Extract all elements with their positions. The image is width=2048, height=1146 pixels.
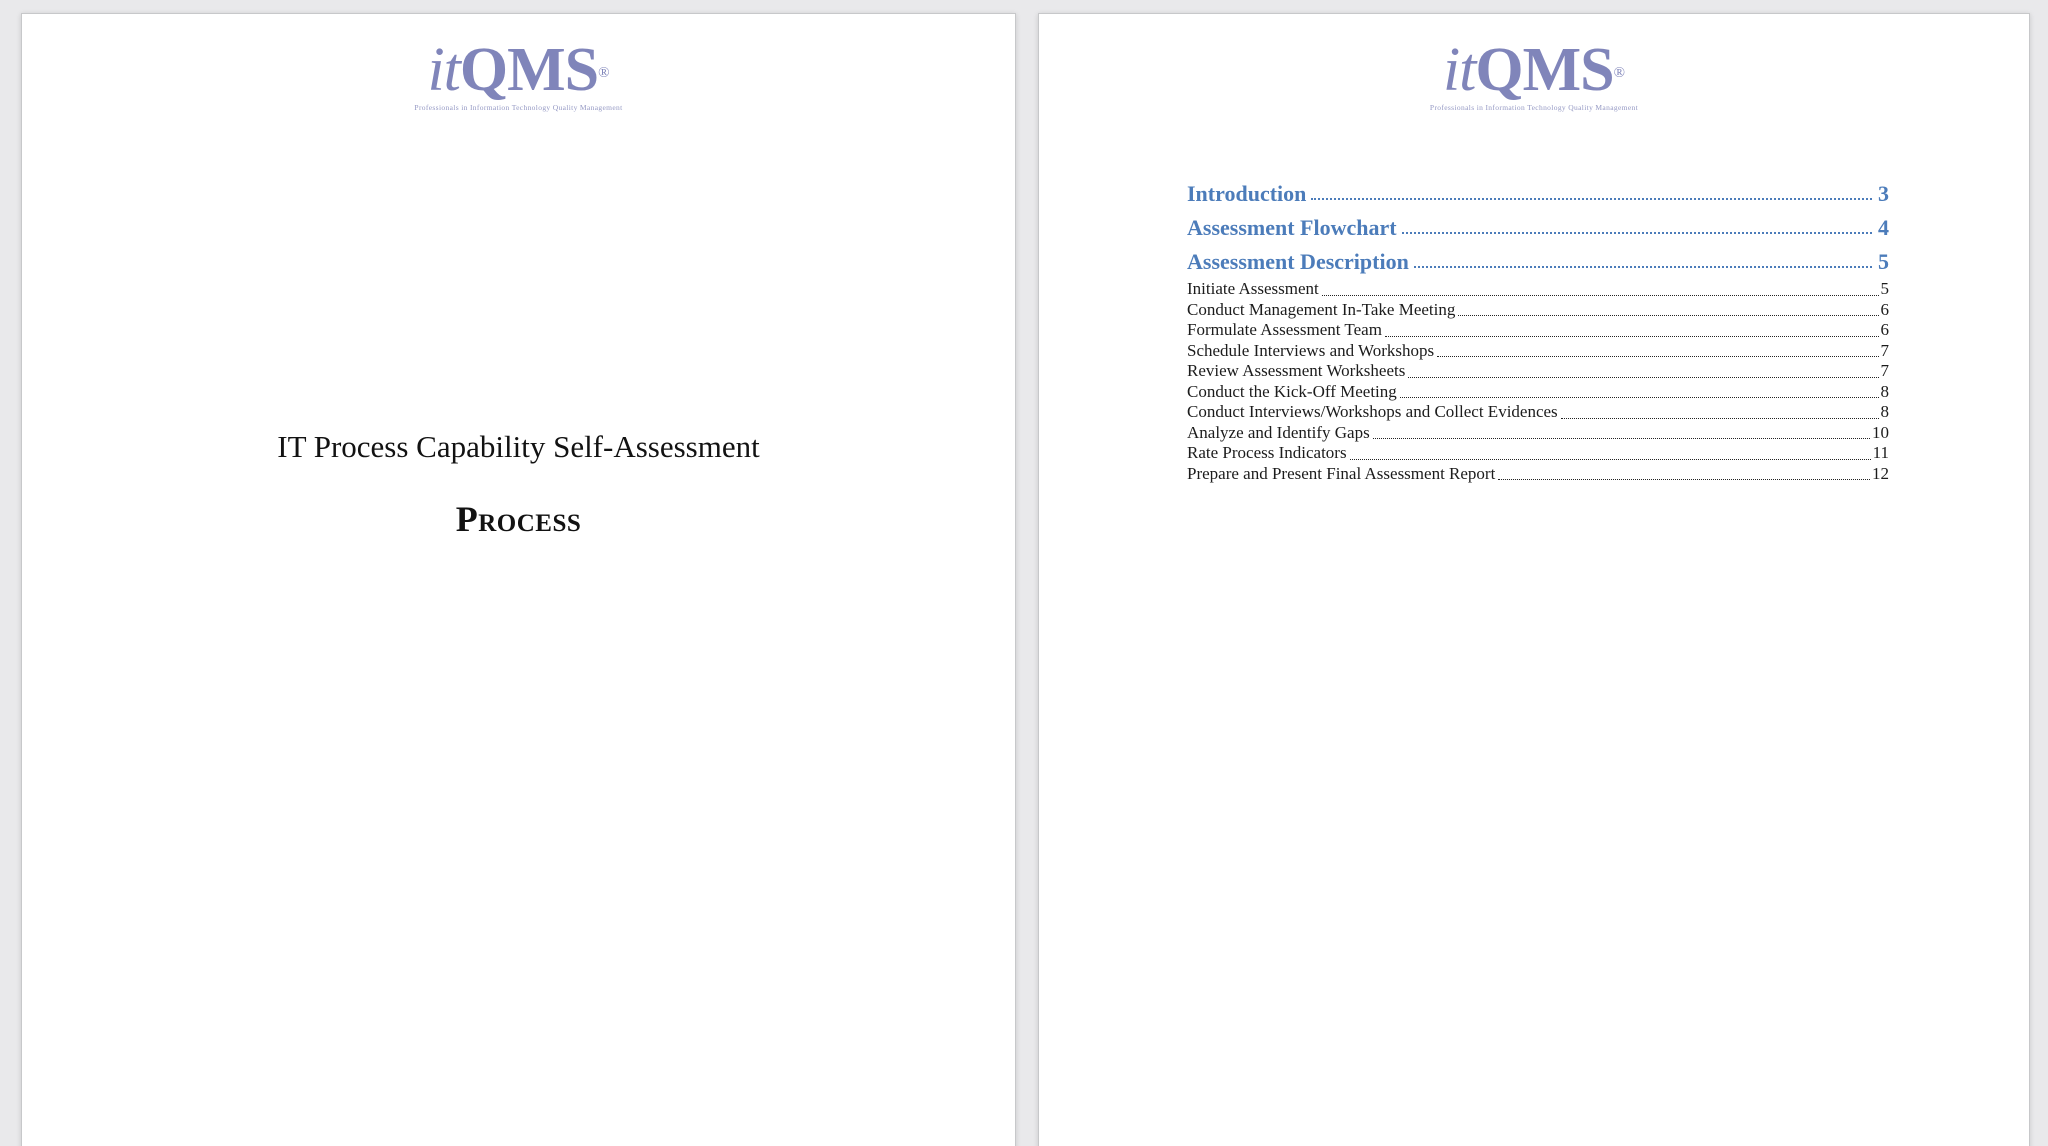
toc-entry[interactable] bbox=[1187, 300, 1889, 321]
document-subtitle: Process bbox=[455, 499, 582, 539]
toc-entry-label: Schedule Interviews and Workshops bbox=[1187, 340, 1435, 360]
toc-dot-leader bbox=[1437, 356, 1878, 357]
toc-entry[interactable] bbox=[1187, 251, 1889, 273]
toc-dot-leader bbox=[1561, 418, 1879, 419]
toc-entry-label: Assessment Description bbox=[1187, 249, 1409, 274]
itqms-logo bbox=[22, 36, 1015, 112]
toc-entry-page-number: 5 bbox=[1878, 249, 1889, 274]
toc-entry-label: Formulate Assessment Team bbox=[1187, 320, 1382, 339]
toc-entry[interactable] bbox=[1187, 464, 1889, 485]
toc-entry[interactable] bbox=[1187, 382, 1889, 403]
toc-entry[interactable] bbox=[1187, 183, 1889, 205]
toc-entry-label: Conduct Management In-Take Meeting bbox=[1187, 299, 1456, 319]
itqms-logo-text bbox=[22, 36, 1015, 104]
toc-entry[interactable] bbox=[1187, 217, 1889, 239]
toc-entry-page-number: 10 bbox=[1872, 422, 1889, 442]
logo-it-prefix: it bbox=[427, 36, 460, 104]
toc-entry-page-number: 3 bbox=[1878, 181, 1889, 206]
toc-entry-page-number: 5 bbox=[1880, 279, 1889, 298]
toc-dot-leader bbox=[1408, 377, 1878, 378]
toc-dot-leader bbox=[1385, 336, 1879, 337]
page-2-toc-page bbox=[1038, 13, 2030, 1146]
toc-dot-leader bbox=[1373, 438, 1870, 439]
toc-entry[interactable] bbox=[1187, 279, 1889, 300]
toc-entry[interactable] bbox=[1187, 443, 1889, 464]
toc-entry-label: Introduction bbox=[1187, 181, 1307, 206]
toc-entry[interactable] bbox=[1187, 341, 1889, 362]
document-title: IT Process Capability Self-Assessment bbox=[277, 429, 760, 464]
itqms-logo bbox=[1039, 36, 2029, 112]
logo-it-prefix: it bbox=[1442, 36, 1476, 104]
toc-dot-leader bbox=[1322, 295, 1879, 296]
toc-dot-leader bbox=[1414, 266, 1872, 268]
logo-tagline: Professionals in Information Technology Quality Management bbox=[414, 103, 623, 112]
toc-entry[interactable] bbox=[1187, 402, 1889, 423]
toc-entry-page-number: 11 bbox=[1872, 443, 1889, 462]
toc-dot-leader bbox=[1311, 198, 1872, 200]
toc-entry-page-number: 12 bbox=[1872, 463, 1889, 483]
toc-entry-label: Conduct Interviews/Workshops and Collect Evidences bbox=[1187, 402, 1558, 421]
toc-dot-leader bbox=[1402, 232, 1872, 234]
toc-dot-leader bbox=[1350, 459, 1871, 460]
logo-qms-text: QMS bbox=[459, 36, 599, 104]
toc-entry-label: Review Assessment Worksheets bbox=[1187, 361, 1406, 380]
toc-entry-label: Assessment Flowchart bbox=[1187, 215, 1397, 240]
toc-entry-label: Initiate Assessment bbox=[1187, 279, 1319, 298]
toc-entry-label: Prepare and Present Final Assessment Report bbox=[1187, 463, 1496, 483]
toc-dot-leader bbox=[1498, 479, 1870, 480]
toc-dot-leader bbox=[1458, 315, 1878, 316]
toc-entry-page-number: 6 bbox=[1880, 299, 1889, 319]
toc-entry[interactable] bbox=[1187, 423, 1889, 444]
toc-entry-page-number: 8 bbox=[1880, 381, 1889, 401]
registered-trademark-icon: ® bbox=[598, 65, 610, 81]
registered-trademark-icon: ® bbox=[1613, 65, 1626, 81]
toc-entry-page-number: 7 bbox=[1880, 361, 1889, 380]
toc-dot-leader bbox=[1400, 397, 1879, 398]
table-of-contents bbox=[1187, 171, 1889, 484]
toc-entry[interactable] bbox=[1187, 320, 1889, 341]
toc-entry-label: Conduct the Kick-Off Meeting bbox=[1187, 381, 1397, 401]
toc-entry-page-number: 6 bbox=[1880, 320, 1889, 339]
logo-qms-text: QMS bbox=[1475, 36, 1614, 104]
toc-entry-label: Analyze and Identify Gaps bbox=[1187, 422, 1370, 442]
toc-entry[interactable] bbox=[1187, 361, 1889, 382]
page-1-title-page bbox=[21, 13, 1016, 1146]
toc-entry-page-number: 8 bbox=[1880, 402, 1889, 421]
logo-tagline: Professionals in Information Technology Quality Management bbox=[1429, 103, 1639, 112]
toc-entry-page-number: 7 bbox=[1880, 340, 1889, 360]
itqms-logo-text bbox=[1039, 36, 2029, 104]
toc-entry-page-number: 4 bbox=[1878, 215, 1889, 240]
toc-entry-label: Rate Process Indicators bbox=[1187, 443, 1347, 462]
